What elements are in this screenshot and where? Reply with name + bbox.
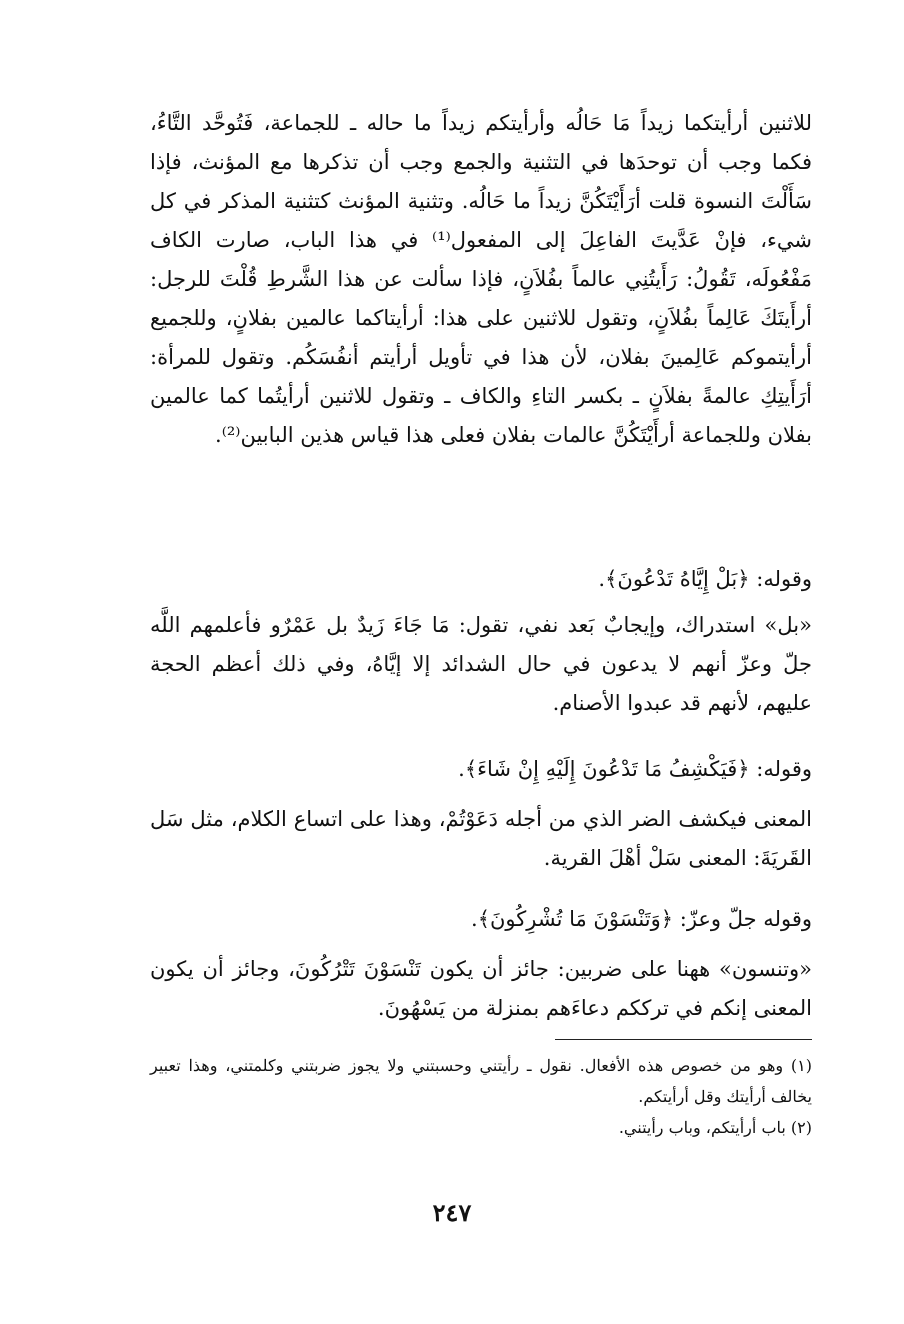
quote-2-intro: وقوله: [749, 757, 812, 781]
quran-quote-3 [150, 900, 812, 939]
page-number: ٢٤٧ [432, 1198, 472, 1227]
quote-2-ayah: ﴿فَيَكْشِفُ مَا تَدْعُونَ إِلَيْهِ إِنْ شَاءَ﴾ [464, 757, 750, 781]
footnote-2: (٢) باب أرأيتكم، وباب رأيتني. [618, 1118, 812, 1137]
quote-3-ayah: ﴿وَتَنْسَوْنَ مَا تُشْرِكُونَ﴾ [477, 907, 674, 931]
explanation-2-text: المعنى فيكشف الضر الذي من أجله دَعَوْتُمْ، وهذا على اتساع الكلام، مثل سَل القَريَةَ: المعنى سَلْ أهْلَ القرية. [150, 807, 812, 870]
main-paragraph [150, 104, 812, 455]
footnote-divider [555, 1039, 812, 1040]
quote-3-intro: وقوله جلّ وعزّ: [673, 907, 812, 931]
footnote-1: (١) وهو من خصوص هذه الأفعال. نقول ـ رأيتني وحسبتني ولا يجوز ضربتني وكلمتني، وهذا تعبير يخالف أرأيتك وقل أرأيتكم. [150, 1056, 812, 1106]
footnotes [150, 1050, 812, 1143]
quran-quote-2 [150, 750, 812, 789]
main-paragraph-text: للاثنين أرأيتكما زيداً مَا حَالُه وأرأيتكم زيداً ما حاله ـ للجماعة، فَتُوحَّد التَّاءُ، فكما وجب أن توحدَها في التثنية والجمع وجب أن تذكرها مع المؤنث، فإذا سَأَلْتَ النسوة قلت أرَأَيْتَكُنَّ زيداً ما حَالُه. وتثنية المؤنث كتثنية المذكر في كل شيء، فإنْ عَدَّيتَ الفاعِلَ إلى المفعول⁽¹⁾ في هذا الباب، صارت الكاف مَفْعُولَه، تَقُولُ: رَأَيتُنِي عالماً بفُلاَنٍ، فإذا سألت عن هذا الشَّرطِ قُلْتَ للرجل: أرأَيتَكَ عَالِماً بفُلاَنٍ، وتقول للاثنين على هذا: أرأيتاكما عالمين بفلانٍ، وللجميع أرأيتموكم عَالِمينَ بفلان، لأن هذا في تأويل أرأيتم أنفُسَكُم. وتقول للمرأة: أرَأَيتِكِ عالمةً بفلاَنٍ ـ بكسر التاءِ والكاف ـ وتقول للاثنين أرأيتُما كما عالمين بفلان وللجماعة أرأَيْتَكُنَّ عالمات بفلان فعلى هذا قياس هذين البابين⁽²⁾. [150, 111, 812, 447]
explanation-3 [150, 950, 812, 1028]
quote-1-intro: وقوله: [749, 567, 812, 591]
quote-2-end: . [458, 757, 465, 781]
quote-1-ayah: ﴿بَلْ إِيَّاهُ تَدْعُونَ﴾ [605, 567, 750, 591]
explanation-2 [150, 800, 812, 878]
quote-3-end: . [471, 907, 478, 931]
explanation-1 [150, 606, 812, 723]
quran-quote-1 [150, 560, 812, 599]
quote-1-end: . [598, 567, 606, 591]
explanation-1-text: «بل» استدراك، وإيجابٌ بَعد نفي، تقول: مَا جَاءَ زَيدٌ بل عَمْرٌو فأعلمهم اللَّه جلّ وعزّ أنهم لا يدعون في حال الشدائد إلا إيَّاهُ، وفي ذلك أعظم الحجة عليهم، لأنهم قد عبدوا الأصنام. [150, 613, 812, 715]
explanation-3-text: «وتنسون» ههنا على ضربين: جائز أن يكون تَنْسَوْنَ تَتْرُكُونَ، وجائز أن يكون المعنى إنكم في ترككم دعاءَهم بمنزلة من يَسْهُونَ. [150, 957, 812, 1020]
